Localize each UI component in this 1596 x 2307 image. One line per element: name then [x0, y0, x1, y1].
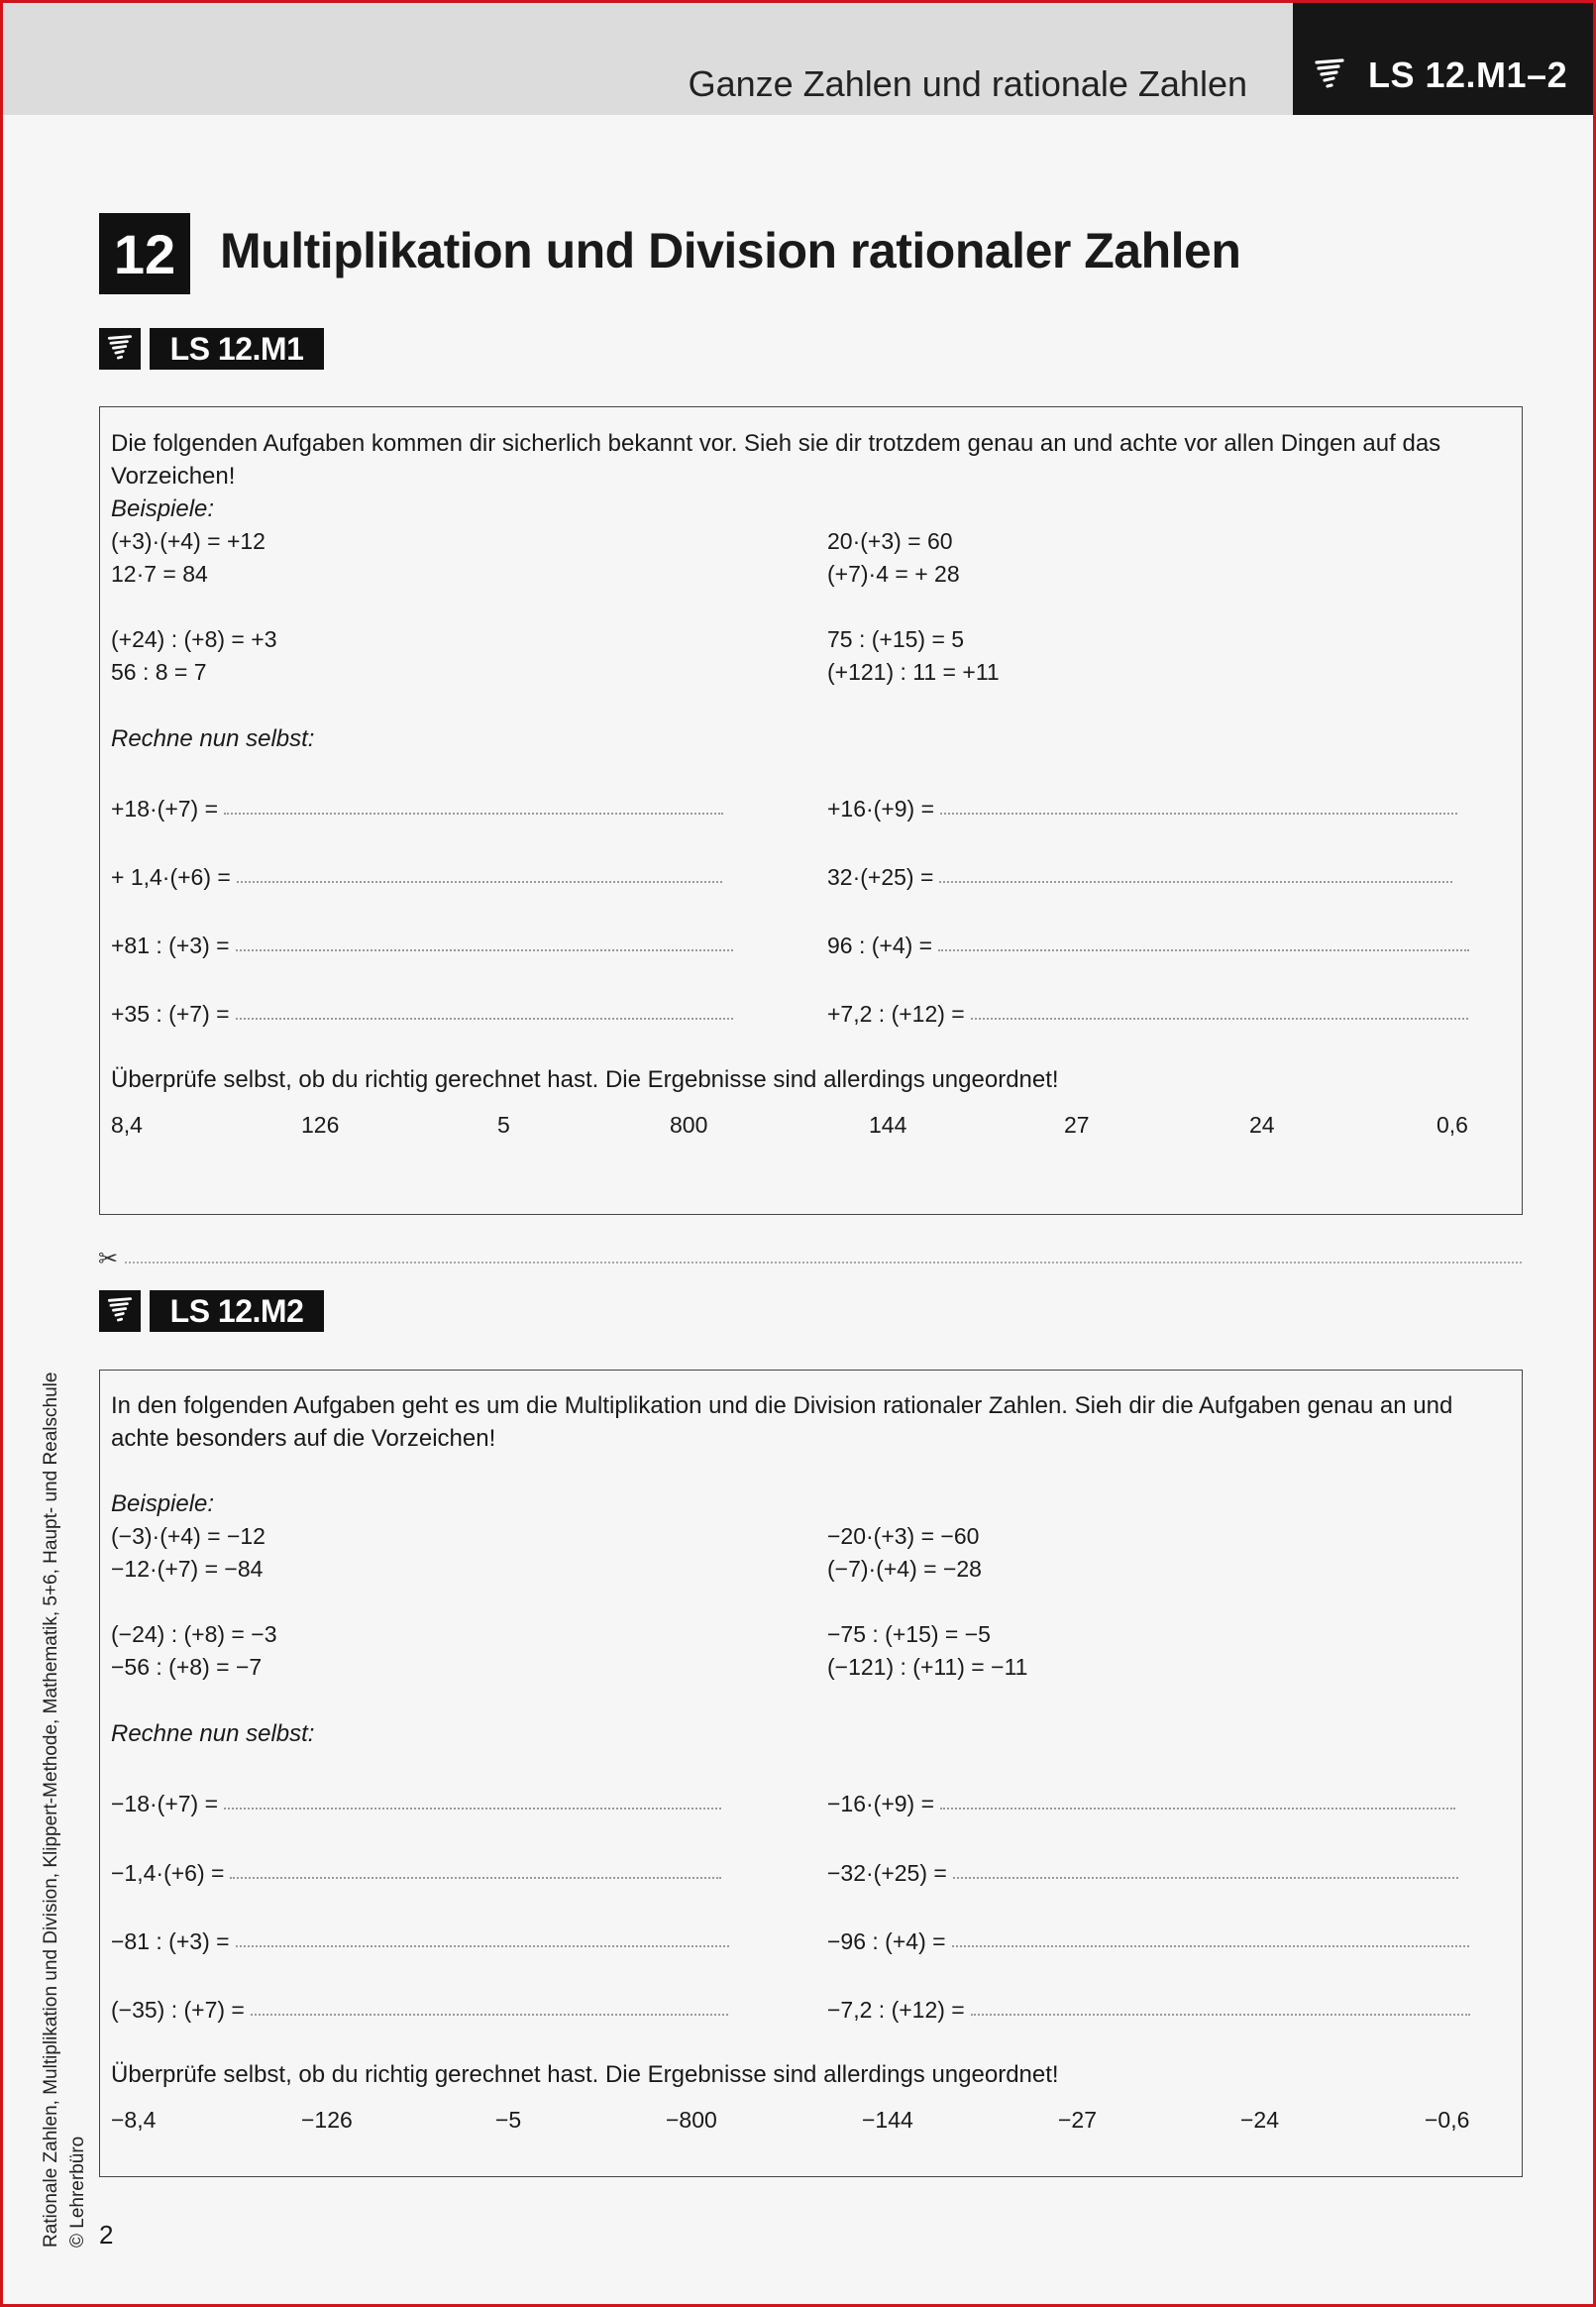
chapter-title: Multiplikation und Division rationaler Zahlen	[220, 223, 1241, 278]
result-value: 0,6	[1436, 1112, 1468, 1138]
check-text: Überprüfe selbst, ob du richtig gerechnet hast. Die Ergebnisse sind allerdings ungeordnet!	[111, 1066, 1059, 1093]
tornado-icon	[1315, 58, 1344, 97]
task: +35 : (+7) =	[111, 1001, 733, 1028]
example: (−3)·(+4) = −12	[111, 1523, 266, 1549]
tornado-icon	[99, 1290, 141, 1332]
scissors-icon: ✂	[98, 1246, 119, 1272]
result-value: 144	[869, 1112, 907, 1138]
task: −7,2 : (+12) =	[827, 1997, 1470, 2024]
result-value: 24	[1249, 1112, 1275, 1138]
result-value: −126	[301, 2107, 353, 2133]
task: −18·(+7) =	[111, 1791, 721, 1817]
example: (−7)·(+4) = −28	[827, 1556, 982, 1582]
page-number: 2	[99, 2220, 114, 2250]
credit-line: Rationale Zahlen, Multiplikation und Division, Klippert-Methode, Mathematik, 5+6, Haupt- und Realschule	[41, 1372, 61, 2248]
result-value: 8,4	[111, 1112, 143, 1138]
result-value: −800	[666, 2107, 717, 2133]
check-text: Überprüfe selbst, ob du richtig gerechnet hast. Die Ergebnisse sind allerdings ungeordnet!	[111, 2061, 1059, 2088]
example: (+24) : (+8) = +3	[111, 626, 277, 652]
task: (−35) : (+7) =	[111, 1997, 728, 2024]
task: −1,4·(+6) =	[111, 1860, 721, 1887]
answer-line[interactable]	[939, 881, 1452, 883]
example: 75 : (+15) = 5	[827, 626, 965, 652]
example: (+7)·4 = + 28	[827, 561, 960, 587]
example: (−121) : (+11) = −11	[827, 1654, 1028, 1680]
result-value: 27	[1064, 1112, 1090, 1138]
tasks-heading: Rechne nun selbst:	[111, 1720, 315, 1747]
example: (+121) : 11 = +11	[827, 659, 1000, 685]
task: −16·(+9) =	[827, 1791, 1455, 1817]
header-badge	[1293, 3, 1593, 115]
results-row	[111, 2107, 1468, 2140]
tasks-heading: Rechne nun selbst:	[111, 725, 315, 752]
answer-line[interactable]	[940, 1808, 1455, 1810]
answer-line[interactable]	[938, 949, 1469, 951]
answer-line[interactable]	[251, 2014, 728, 2016]
header-title: Ganze Zahlen und rationale Zahlen	[688, 63, 1247, 104]
answer-line[interactable]	[953, 1877, 1458, 1879]
task: +81 : (+3) =	[111, 933, 733, 959]
examples-right	[827, 525, 1000, 689]
example: −75 : (+15) = −5	[827, 1621, 991, 1647]
task: +7,2 : (+12) =	[827, 1001, 1468, 1028]
task: 32·(+25) =	[827, 864, 1452, 891]
intro-text: Die folgenden Aufgaben kommen dir sicherlich bekannt vor. Sieh sie dir trotzdem genau an und achte vor allen Dingen auf das Vorzeichen!	[111, 430, 1441, 490]
side-credit	[38, 1373, 91, 2248]
example: 12·7 = 84	[111, 561, 208, 587]
example: 56 : 8 = 7	[111, 659, 207, 685]
result-value: −24	[1240, 2107, 1280, 2133]
credit-line: © Lehrerbüro	[67, 2136, 88, 2248]
answer-line[interactable]	[236, 949, 733, 951]
tornado-icon	[99, 328, 141, 370]
examples-heading: Beispiele:	[111, 495, 215, 522]
result-value: 5	[497, 1112, 510, 1138]
intro-text: In den folgenden Aufgaben geht es um die Multiplikation und die Division rationaler Zahlen. Sieh dir die Aufgaben genau an und achte besonders auf die Vorzeichen!	[111, 1392, 1453, 1452]
answer-line[interactable]	[971, 1018, 1468, 1020]
example: −20·(+3) = −60	[827, 1523, 980, 1549]
task: −96 : (+4) =	[827, 1928, 1469, 1955]
answer-line[interactable]	[230, 1877, 721, 1879]
answer-line[interactable]	[940, 813, 1457, 815]
header-badge-code: LS 12.M1–2	[1368, 55, 1568, 95]
task: +18·(+7) =	[111, 796, 723, 823]
examples-heading: Beispiele:	[111, 1490, 215, 1517]
answer-line[interactable]	[224, 1808, 721, 1810]
answer-line[interactable]	[236, 1018, 733, 1020]
result-value: −144	[862, 2107, 913, 2133]
example: −56 : (+8) = −7	[111, 1654, 263, 1680]
result-value: −27	[1058, 2107, 1098, 2133]
result-value: 800	[670, 1112, 708, 1138]
task: −81 : (+3) =	[111, 1928, 729, 1955]
answer-line[interactable]	[236, 1945, 729, 1947]
exercise-box-m2	[99, 1370, 1523, 2177]
examples-left	[111, 1520, 276, 1684]
task: −32·(+25) =	[827, 1860, 1458, 1887]
examples-left	[111, 525, 276, 689]
result-value: −0,6	[1425, 2107, 1470, 2133]
answer-line[interactable]	[237, 881, 722, 883]
example: −12·(+7) = −84	[111, 1556, 264, 1582]
answer-line[interactable]	[224, 813, 723, 815]
example: (−24) : (+8) = −3	[111, 1621, 277, 1647]
example: 20·(+3) = 60	[827, 528, 953, 554]
section-tag-m1: LS 12.M1	[150, 328, 324, 370]
section-tag-m2: LS 12.M2	[150, 1290, 324, 1332]
results-row	[111, 1112, 1468, 1145]
answer-line[interactable]	[971, 2014, 1470, 2016]
result-value: −8,4	[111, 2107, 157, 2133]
task: +16·(+9) =	[827, 796, 1457, 823]
task: + 1,4·(+6) =	[111, 864, 722, 891]
example: (+3)·(+4) = +12	[111, 528, 266, 554]
examples-right	[827, 1520, 1027, 1684]
result-value: 126	[301, 1112, 340, 1138]
cut-line	[125, 1262, 1522, 1263]
chapter-number: 12	[99, 213, 190, 294]
exercise-box-m1	[99, 406, 1523, 1215]
answer-line[interactable]	[952, 1945, 1469, 1947]
result-value: −5	[495, 2107, 522, 2133]
task: 96 : (+4) =	[827, 933, 1469, 959]
